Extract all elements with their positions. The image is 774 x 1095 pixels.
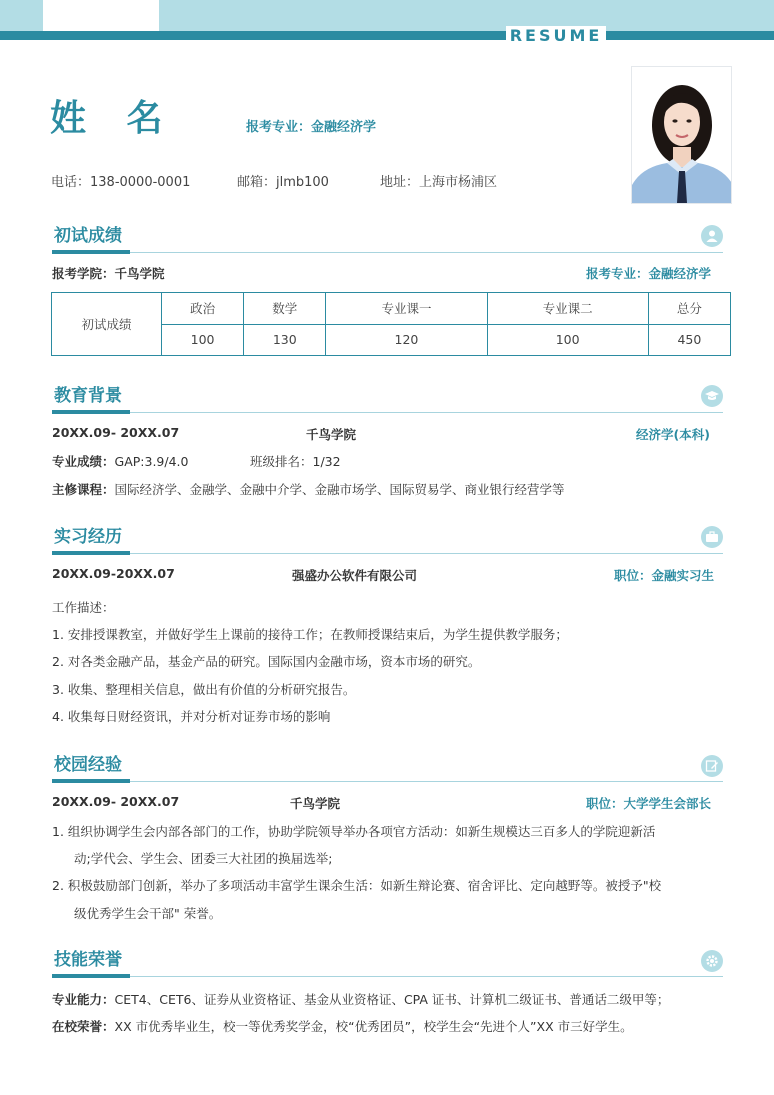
section-title-education: 教育背景: [54, 386, 122, 406]
prelim-score-table: [51, 292, 731, 356]
edu-degree: 经济学(本科): [636, 427, 710, 442]
section-rule: [52, 252, 723, 253]
edu-courses: 国际经济学、金融学、金融中介学、金融市场学、国际贸易学、商业银行经营学等: [114, 482, 565, 497]
skills-honor-row: [52, 1017, 633, 1035]
intern-company: 强盛办公软件有限公司: [292, 568, 418, 583]
skills-ability-row: [52, 990, 669, 1008]
section-title-skills: 技能荣誉: [54, 950, 122, 970]
section-rule-accent: [52, 974, 130, 978]
edu-school: 千鸟学院: [306, 427, 357, 442]
section-rule: [52, 781, 723, 782]
edu-courses-row: [52, 480, 565, 498]
skills-honor: XX 市优秀毕业生，校一等优秀奖学金，校“优秀团员”，校学生会“先进个人”XX 市三好学生。: [114, 1019, 633, 1034]
edu-gpa-label: 专业成绩：: [52, 454, 115, 469]
edit-icon: [701, 755, 723, 777]
gear-icon: [701, 950, 723, 972]
list-item: 3. 收集、整理相关信息，做出有价值的分析研究报告。: [52, 682, 356, 697]
edu-gpa-row: [52, 452, 188, 470]
edu-rank: 班级排名：1/32: [250, 454, 341, 469]
list-item-continued: 动;学代会、学生会、团委三大社团的换届选举;: [74, 851, 333, 866]
edu-courses-label: 主修课程：: [52, 482, 115, 497]
campus-school: 千鸟学院: [290, 796, 341, 811]
section-rule-accent: [52, 250, 130, 254]
contact-address: 地址：上海市杨浦区: [380, 175, 498, 190]
profile-photo: [631, 66, 732, 204]
skills-ability: CET4、CET6、证券从业资格证、基金从业资格证、CPA 证书、计算机二级证书、普通话二级甲等；: [114, 992, 670, 1007]
section-rule-accent: [52, 779, 130, 783]
campus-position: 职位：大学学生会部长: [586, 796, 712, 811]
intern-desc-label: 工作描述：: [52, 600, 115, 615]
list-item: 2. 积极鼓励部门创新，举办了多项活动丰富学生课余生活：如新生辩论赛、宿舍评比、定向越野等。被授予"校: [52, 878, 662, 893]
intern-period: 20XX.09-20XX.07: [52, 566, 175, 581]
graduation-cap-icon: [701, 385, 723, 407]
table-cell: 120: [326, 324, 487, 356]
list-item-continued: 级优秀学生会干部" 荣誉。: [74, 906, 222, 921]
section-title-campus: 校园经验: [54, 755, 122, 775]
resume-label: RESUME: [506, 26, 606, 46]
prelim-major: 报考专业：金融经济学: [586, 266, 712, 281]
table-row: [52, 293, 731, 325]
skills-ability-label: 专业能力：: [52, 992, 115, 1007]
list-item: 1. 组织协调学生会内部各部门的工作，协助学院领导举办各项官方活动：如新生规模达三百多人的学院迎新活: [52, 824, 656, 839]
table-header: 数学: [244, 293, 326, 325]
table-cell: 100: [487, 324, 648, 356]
section-rule-accent: [52, 551, 130, 555]
prelim-school: 报考学院：千鸟学院: [52, 266, 165, 281]
person-icon: [701, 225, 723, 247]
table-header: 政治: [162, 293, 244, 325]
section-title-internship: 实习经历: [54, 527, 122, 547]
top-rule: [0, 31, 774, 40]
table-cell: 130: [244, 324, 326, 356]
table-row-label: 初试成绩: [52, 293, 162, 356]
section-rule: [52, 976, 723, 977]
table-cell: 450: [648, 324, 730, 356]
top-banner-tab: [43, 0, 159, 31]
section-rule: [52, 412, 723, 413]
header-major: 报考专业：金融经济学: [246, 120, 377, 135]
briefcase-icon: [701, 526, 723, 548]
contact-phone: 电话：138-0000-0001: [51, 175, 191, 190]
list-item: 1. 安排授课教室，并做好学生上课前的接待工作；在教师授课结束后，为学生提供教学服务；: [52, 627, 568, 642]
table-header: 专业课一: [326, 293, 487, 325]
edu-gpa: GAP:3.9/4.0: [114, 454, 189, 469]
skills-honor-label: 在校荣誉：: [52, 1019, 115, 1034]
list-item: 4. 收集每日财经资讯，并对分析对证券市场的影响: [52, 709, 331, 724]
campus-period: 20XX.09- 20XX.07: [52, 794, 180, 809]
table-header: 总分: [648, 293, 730, 325]
table-cell: 100: [162, 324, 244, 356]
candidate-name: 姓 名: [50, 98, 177, 139]
section-title-prelim: 初试成绩: [54, 226, 122, 246]
contact-email: 邮箱：jlmb100: [237, 175, 329, 190]
edu-period: 20XX.09- 20XX.07: [52, 425, 180, 440]
section-rule-accent: [52, 410, 130, 414]
intern-position: 职位：金融实习生: [614, 568, 715, 583]
list-item: 2. 对各类金融产品，基金产品的研究。国际国内金融市场，资本市场的研究。: [52, 654, 481, 669]
table-header: 专业课二: [487, 293, 648, 325]
section-rule: [52, 553, 723, 554]
